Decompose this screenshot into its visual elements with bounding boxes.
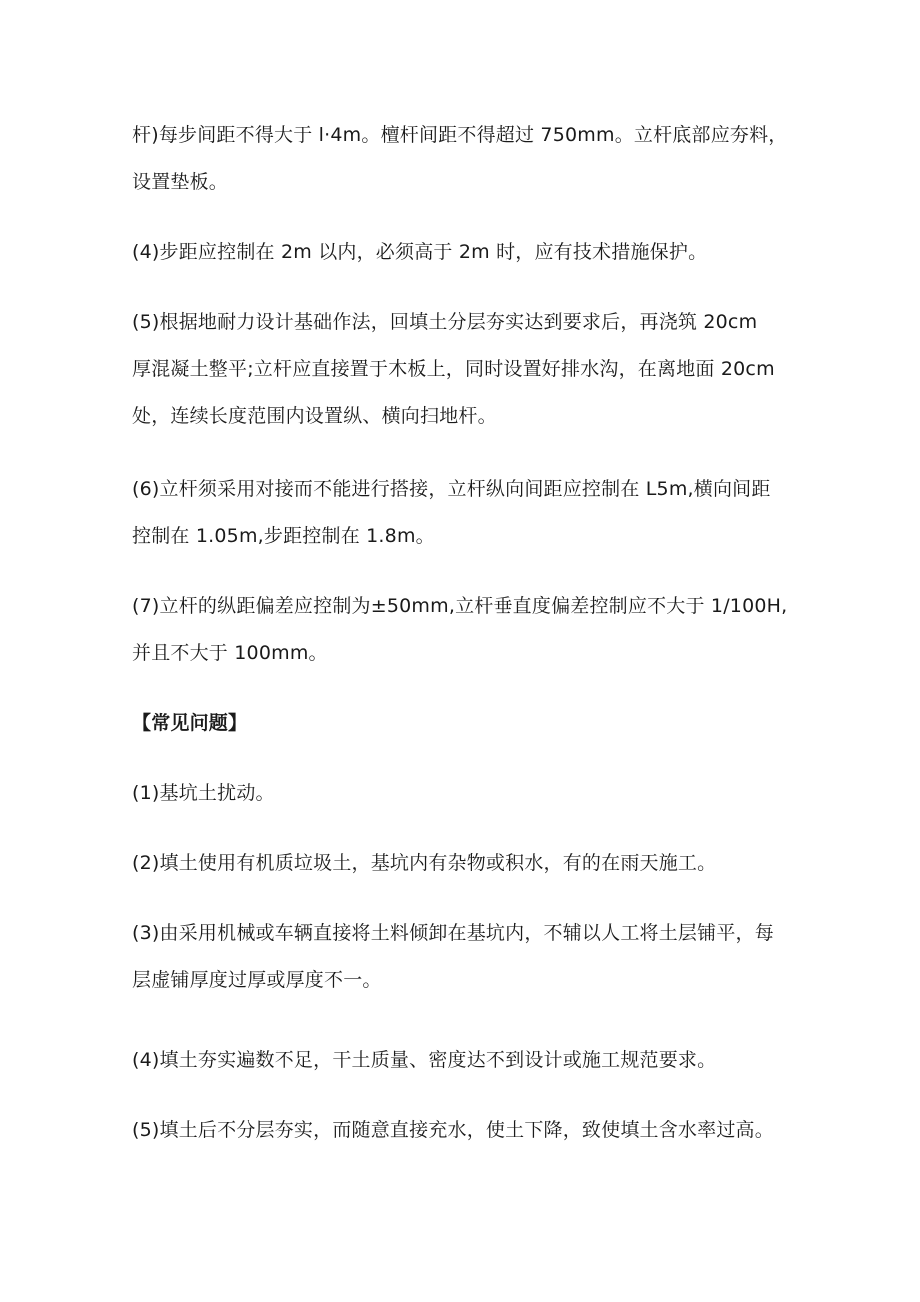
text-line: (4)填土夯实遍数不足，干土质量、密度达不到设计或施工规范要求。 [132,1049,717,1071]
problem-item-3 [132,910,812,1004]
text-line: 设置垫板。 [132,171,229,193]
text-line: 处，连续长度范围内设置纵、横向扫地杆。 [132,405,497,427]
text-line: (6)立杆须采用对接而不能进行搭接，立杆纵向间距应控制在 L5m,横向间距 [132,478,771,500]
problem-item-4 [132,1037,812,1084]
paragraph-item-5 [132,299,812,440]
text-line: (1)基坑土扰动。 [132,782,275,804]
paragraph-item-4 [132,229,812,276]
text-line: 厚混凝土整平;立杆应直接置于木板上，同时设置好排水沟，在离地面 20cm [132,358,775,380]
problem-item-1 [132,770,812,817]
paragraph-item-7 [132,583,812,677]
text-line: (5)填土后不分层夯实，而随意直接充水，使土下降，致使填土含水率过高。 [132,1119,774,1141]
text-line: (4)步距应控制在 2m 以内，必须高于 2m 时，应有技术措施保护。 [132,241,708,263]
text-line: 【常见问题】 [132,712,248,734]
paragraph-scaffold-spacing [132,112,812,206]
text-line: (7)立杆的纵距偏差应控制为±50mm,立杆垂直度偏差控制应不大于 1/100H, [132,595,788,617]
text-line: (2)填土使用有机质垃圾土，基坑内有杂物或积水，有的在雨天施工。 [132,852,717,874]
text-line: 并且不大于 100mm。 [132,642,328,664]
text-line: 杆)每步间距不得大于 l·4m。檀杆间距不得超过 750mm。立杆底部应夯料， [132,124,788,146]
text-line: (5)根据地耐力设计基础作法，回填土分层夯实达到要求后，再浇筑 20cm [132,311,758,333]
problem-item-5 [132,1107,812,1154]
problem-item-2 [132,840,812,887]
paragraph-item-6 [132,466,812,560]
text-line: (3)由采用机械或车辆直接将土料倾卸在基坑内，不辅以人工将土层铺平，每 [132,922,774,944]
section-heading [132,700,812,747]
text-line: 层虚铺厚度过厚或厚度不一。 [132,969,382,991]
text-line: 控制在 1.05m,步距控制在 1.8m。 [132,525,435,547]
